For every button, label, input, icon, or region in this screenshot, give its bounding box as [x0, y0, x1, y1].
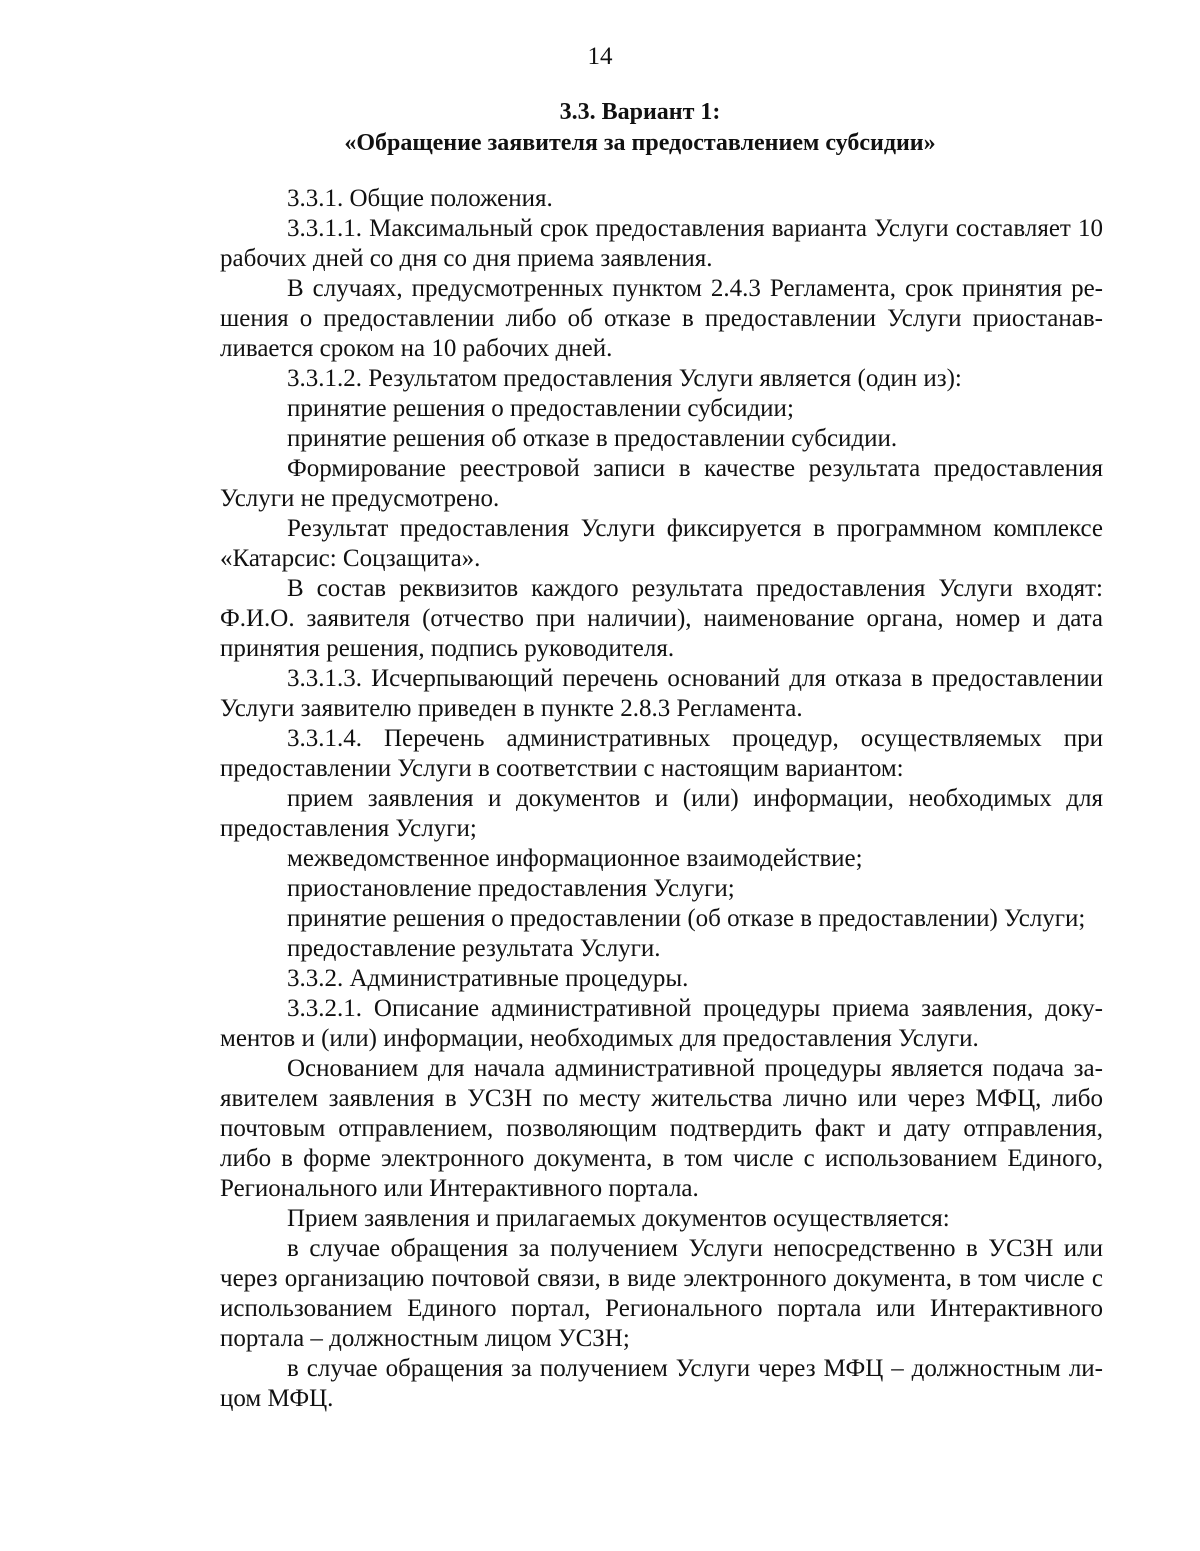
section-heading: 3.3. Вариант 1:: [559, 99, 721, 125]
document-body: [220, 184, 1103, 1414]
paragraph: в случае обращения за получением Услуги через МФЦ – должностным лицом МФЦ.: [220, 1355, 1103, 1412]
paragraph: 3.3.2.1. Описание административной процедуры приема заявления, документов и (или) информации, необходимых для предоставления Услуги.: [220, 995, 1103, 1052]
paragraph: в случае обращения за получением Услуги непосредственно в УСЗН или через организацию почтовой связи, в виде электронного документа, в том числе с использованием Единого портал, Регионального портала или Интерактивного портала – должностным лицом УСЗН;: [220, 1235, 1103, 1352]
paragraph: 3.3.1. Общие положения.: [287, 185, 553, 212]
paragraph: предоставление результата Услуги.: [287, 935, 661, 962]
paragraph: принятие решения об отказе в предоставлении субсидии.: [287, 425, 898, 452]
paragraph: 3.3.2. Административные процедуры.: [287, 965, 689, 992]
paragraph: 3.3.1.3. Исчерпывающий перечень оснований для отказа в предоставлении Услуги заявителю приведен в пункте 2.8.3 Регламента.: [220, 665, 1103, 722]
paragraph: Результат предоставления Услуги фиксируется в программном комплексе «Катарсис: Соцзащита».: [220, 515, 1103, 572]
paragraph: В состав реквизитов каждого результата предоставления Услуги входят: Ф.И.О. заявителя (отчество при наличии), наименование органа, номер и дата принятия решения, подпись руководителя.: [220, 575, 1103, 662]
paragraph: 3.3.1.2. Результатом предоставления Услуги является (один из):: [287, 365, 962, 392]
paragraph: Основанием для начала административной процедуры является подача заявителем заявления в УСЗН по месту жительства лично или через МФЦ, либо почтовым отправлением, позволяющим подтвердить факт и дату отправления, либо в форме электронного документа, в том числе с использованием Единого, Регионального или Интерактивного портала.: [220, 1055, 1103, 1202]
paragraph: принятие решения о предоставлении субсидии;: [287, 395, 794, 422]
paragraph: 3.3.1.4. Перечень административных процедур, осуществляемых при предоставлении Услуги в соответствии с настоящим вариантом:: [220, 725, 1103, 782]
paragraph: приостановление предоставления Услуги;: [287, 875, 735, 902]
page-number: 14: [587, 43, 613, 70]
paragraph: 3.3.1.1. Максимальный срок предоставления варианта Услуги составляет 10 рабочих дней со дня со дня приема заявления.: [220, 215, 1103, 272]
paragraph: Формирование реестровой записи в качестве результата предоставления Услуги не предусмотрено.: [220, 455, 1103, 512]
paragraph: принятие решения о предоставлении (об отказе в предоставлении) Услуги;: [287, 905, 1086, 932]
paragraph: Прием заявления и прилагаемых документов осуществляется:: [287, 1205, 950, 1232]
section-subheading: «Обращение заявителя за предоставлением субсидии»: [344, 130, 936, 156]
paragraph: прием заявления и документов и (или) информации, необходимых для предоставления Услуги;: [220, 785, 1103, 842]
paragraph: межведомственное информационное взаимодействие;: [287, 845, 863, 872]
paragraph: В случаях, предусмотренных пунктом 2.4.3 Регламента, срок принятия решения о предоставлении либо об отказе в предоставлении Услуги приостанавливается сроком на 10 рабочих дней.: [220, 275, 1103, 362]
